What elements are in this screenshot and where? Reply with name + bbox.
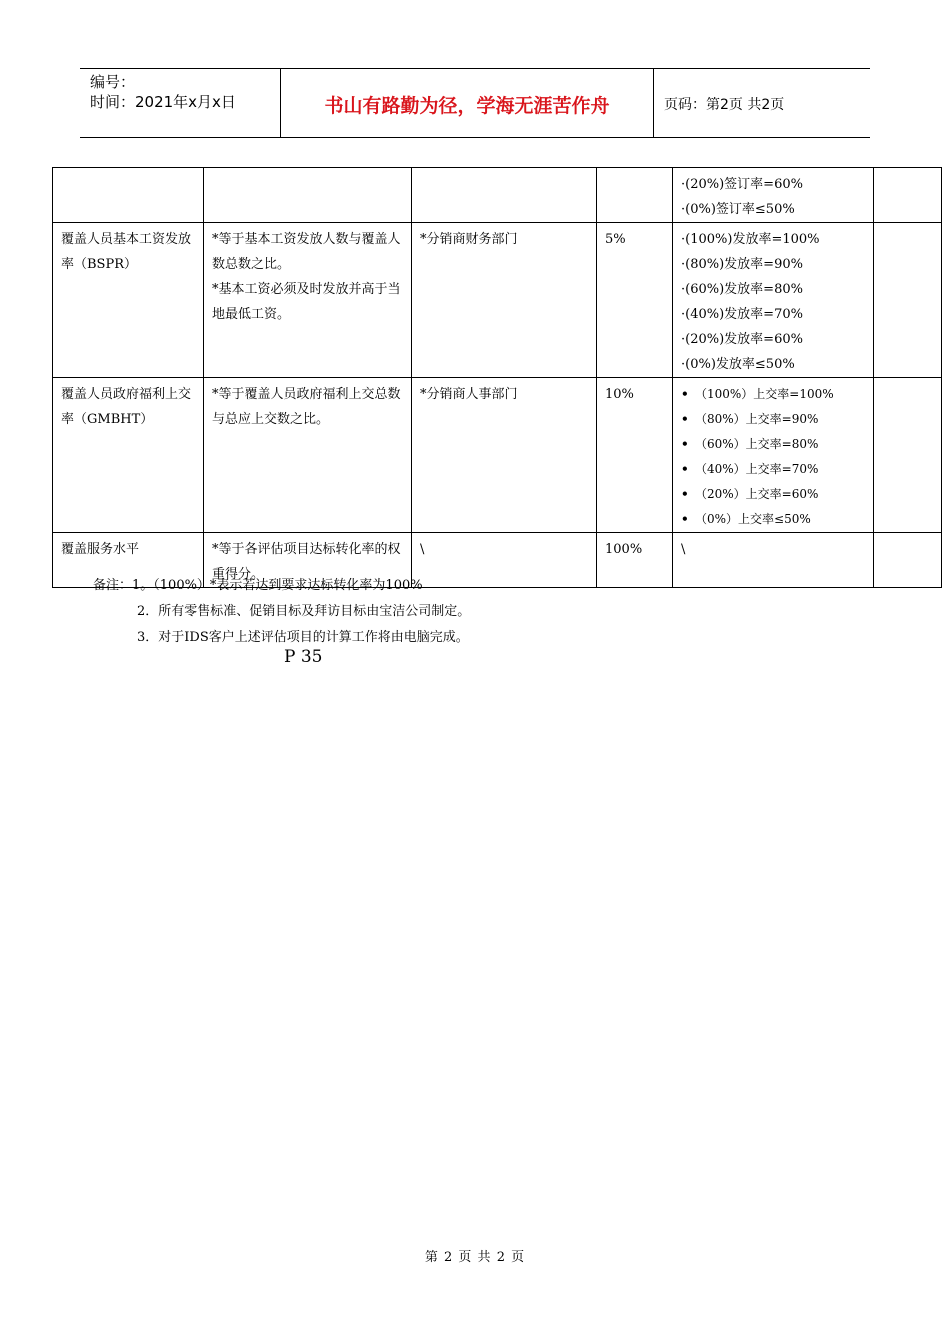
bullet-icon: • bbox=[681, 512, 689, 526]
criteria-line: ·(20%)发放率=60% bbox=[681, 332, 803, 347]
criteria-bullet-line bbox=[681, 432, 865, 457]
definition-line: *基本工资必须及时发放并高于当地最低工资。 bbox=[212, 282, 401, 322]
criteria-line: ·(80%)发放率=90% bbox=[681, 257, 803, 272]
document-time-label: 时间：2021年x月x日 bbox=[90, 93, 236, 111]
criteria-cell bbox=[673, 223, 874, 378]
weight-cell bbox=[597, 223, 673, 378]
table-row bbox=[53, 168, 942, 223]
document-number-label: 编号： bbox=[90, 73, 136, 91]
note-item: 2．所有零售标准、促销目标及拜访目标由宝洁公司制定。 bbox=[137, 604, 471, 619]
notes-section bbox=[93, 573, 470, 651]
remark-cell bbox=[874, 378, 942, 533]
weight-value: 5% bbox=[605, 232, 626, 247]
table-row bbox=[53, 223, 942, 378]
metric-definition-cell bbox=[204, 168, 412, 223]
criteria-bullet-line bbox=[681, 382, 865, 407]
remark-cell bbox=[874, 533, 942, 588]
header-page-label: 页码：第2页 共2页 bbox=[664, 97, 785, 113]
department-cell bbox=[412, 378, 597, 533]
criteria-line: ·(20%)签订率=60% bbox=[681, 177, 803, 192]
department-text: *分销商人事部门 bbox=[420, 387, 518, 402]
metric-name-cell bbox=[53, 223, 204, 378]
criteria-cell bbox=[673, 378, 874, 533]
criteria-text: （80%）上交率=90% bbox=[695, 412, 819, 426]
department-text: \ bbox=[420, 542, 425, 557]
page-footer: 第 2 页 共 2 页 bbox=[424, 1250, 526, 1265]
bullet-icon: • bbox=[681, 387, 689, 401]
bullet-icon: • bbox=[681, 487, 689, 501]
criteria-line: ·(0%)签订率≤50% bbox=[681, 202, 795, 217]
metric-name: 覆盖服务水平 bbox=[61, 542, 140, 557]
criteria-line: \ bbox=[681, 542, 686, 557]
page-reference: P 35 bbox=[284, 647, 323, 667]
department-text: *分销商财务部门 bbox=[420, 232, 518, 247]
weight-cell bbox=[597, 533, 673, 588]
department-cell bbox=[412, 168, 597, 223]
criteria-text: （40%）上交率=70% bbox=[695, 462, 819, 476]
metric-definition-cell bbox=[204, 378, 412, 533]
bullet-icon: • bbox=[681, 412, 689, 426]
criteria-bullet-line bbox=[681, 457, 865, 482]
criteria-bullet-line bbox=[681, 482, 865, 507]
criteria-text: （0%）上交率≤50% bbox=[695, 512, 811, 526]
criteria-line: ·(60%)发放率=80% bbox=[681, 282, 803, 297]
header-page-cell bbox=[654, 69, 870, 137]
weight-cell bbox=[597, 168, 673, 223]
criteria-bullet-line bbox=[681, 507, 865, 532]
header-motto: 书山有路勤为径，学海无涯苦作舟 bbox=[324, 95, 610, 117]
criteria-line: ·(0%)发放率≤50% bbox=[681, 357, 795, 372]
remark-cell bbox=[874, 168, 942, 223]
criteria-cell bbox=[673, 533, 874, 588]
criteria-bullet-line bbox=[681, 407, 865, 432]
criteria-text: （20%）上交率=60% bbox=[695, 487, 819, 501]
evaluation-table-body bbox=[53, 168, 942, 588]
note-item: 备注：1。（100%）*表示若达到要求达标转化率为100% bbox=[93, 578, 423, 593]
document-header bbox=[80, 68, 870, 138]
definition-line: *等于基本工资发放人数与覆盖人数总数之比。 bbox=[212, 232, 401, 272]
definition-line: *等于覆盖人员政府福利上交总数与总应上交数之比。 bbox=[212, 387, 401, 427]
criteria-cell bbox=[673, 168, 874, 223]
table-row bbox=[53, 378, 942, 533]
metric-name: 覆盖人员政府福利上交率（GMBHT） bbox=[61, 387, 192, 427]
bullet-icon: • bbox=[681, 437, 689, 451]
weight-cell bbox=[597, 378, 673, 533]
weight-value: 10% bbox=[605, 387, 634, 402]
definition-line: *等于各评估项目达标转化率的权重得分。 bbox=[212, 542, 401, 582]
metric-name-cell bbox=[53, 168, 204, 223]
weight-value: 100% bbox=[605, 542, 643, 557]
metric-name-cell bbox=[53, 378, 204, 533]
criteria-text: （60%）上交率=80% bbox=[695, 437, 819, 451]
header-meta-cell bbox=[80, 69, 281, 137]
department-cell bbox=[412, 223, 597, 378]
header-motto-cell bbox=[281, 69, 654, 137]
criteria-line: ·(100%)发放率=100% bbox=[681, 232, 820, 247]
note-item: 3．对于IDS客户上述评估项目的计算工作将由电脑完成。 bbox=[137, 630, 469, 645]
remark-cell bbox=[874, 223, 942, 378]
bullet-icon: • bbox=[681, 462, 689, 476]
evaluation-table bbox=[52, 167, 942, 588]
criteria-text: （100%）上交率=100% bbox=[695, 387, 834, 401]
criteria-line: ·(40%)发放率=70% bbox=[681, 307, 803, 322]
metric-definition-cell bbox=[204, 223, 412, 378]
metric-name: 覆盖人员基本工资发放率（BSPR） bbox=[61, 232, 192, 272]
